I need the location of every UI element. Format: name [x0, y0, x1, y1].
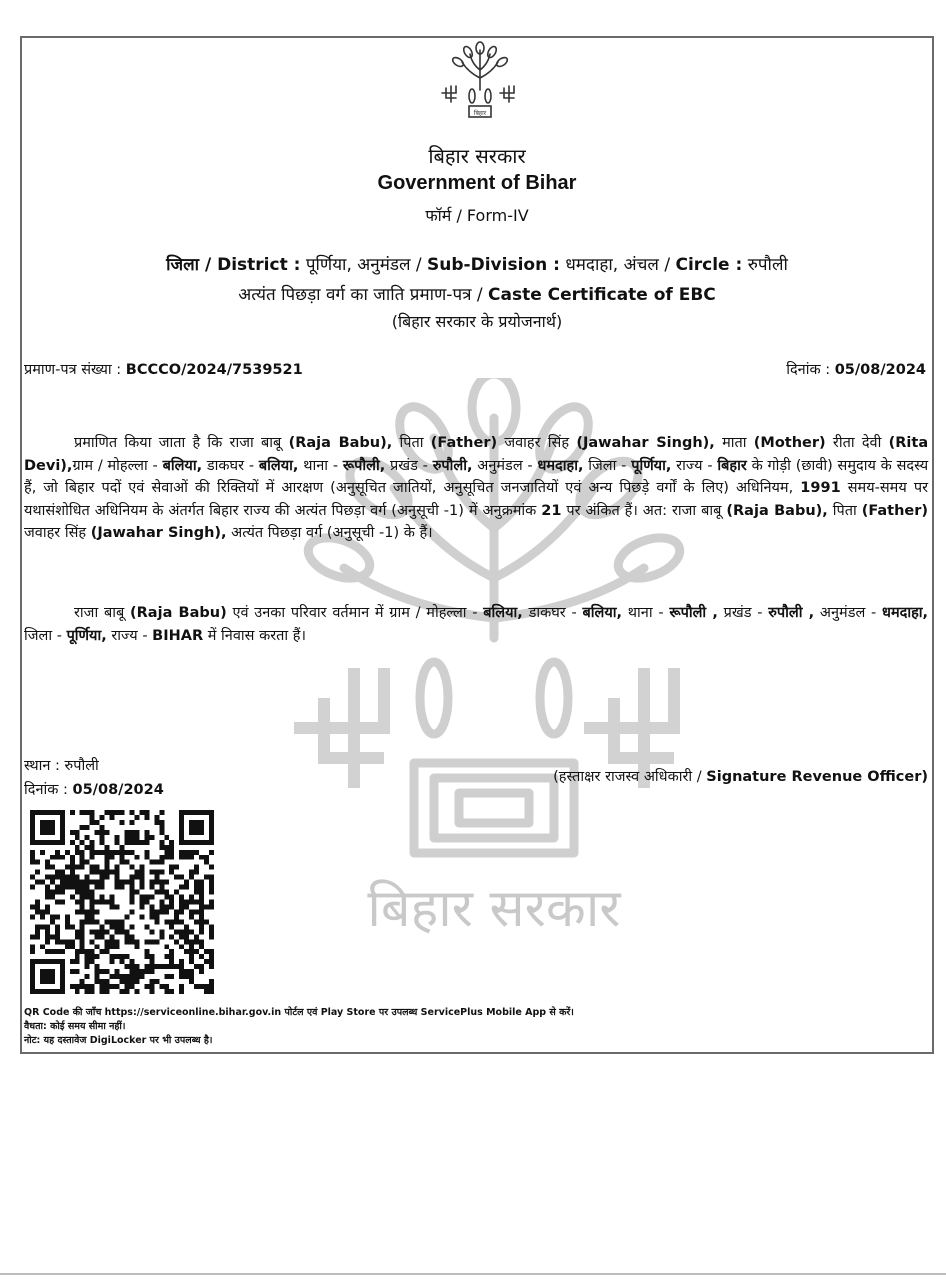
certificate-number-label: प्रमाण-पत्र संख्या :	[24, 362, 122, 378]
p2-text: एवं उनका परिवार वर्तमान में ग्राम / मोहल्ला -	[232, 605, 478, 621]
p1-text: पर अंकित हैं। अत: राजा बाबू	[566, 502, 722, 519]
signature-revenue-officer	[553, 766, 928, 786]
district-value: पूर्णिया,	[305, 255, 352, 275]
p1-mother-en: (Rita Devi),	[24, 435, 929, 474]
p1-text: पिता	[832, 502, 857, 519]
certificate-paragraph-2	[24, 602, 928, 647]
p1-serial: 21	[541, 502, 562, 519]
p2-text: अनुमंडल -	[819, 605, 877, 621]
form-number: फॉर्म / Form-IV	[425, 206, 529, 225]
footer-qr-note: QR Code की जाँच https://serviceonline.bihar.gov.in पोर्टल एवं Play Store पर उपलब्ध ServicePlus Mobile App से करें।	[24, 1007, 574, 1018]
signature-label-english: Signature Revenue Officer)	[706, 769, 928, 785]
p1-state: बिहार	[717, 457, 747, 474]
p2-name-hi: राजा बाबू	[74, 605, 125, 621]
bihar-emblem-logo	[440, 40, 520, 122]
issue-date	[786, 359, 926, 379]
certificate-paragraph-1	[24, 432, 928, 545]
page-bottom-rule	[0, 1273, 946, 1275]
footer-validity: वैधता: कोई समय सीमा नहीं।	[24, 1021, 126, 1032]
p1-text: डाकघर -	[206, 457, 255, 474]
p1-text: अत्यंत पिछड़ा वर्ग (अनुसूची -1) के हैं।	[231, 525, 433, 542]
p1-block: रुपौली,	[432, 457, 473, 474]
p2-text: जिला -	[24, 627, 62, 644]
p1-father-en: (Jawahar Singh),	[90, 525, 227, 542]
p2-state: BIHAR	[152, 627, 204, 644]
district-line	[22, 252, 932, 275]
certificate-frame	[20, 36, 934, 1054]
place-value: रुपौली	[64, 758, 99, 774]
emblem-label: बिहार	[473, 110, 487, 117]
p2-text: डाकघर -	[528, 605, 577, 621]
hindi-government-title: बिहार सरकार	[428, 144, 526, 168]
bottom-date-label: दिनांक :	[24, 782, 68, 798]
p2-village: बलिया,	[483, 605, 523, 621]
p1-subdivision: धमदाहा,	[537, 457, 584, 474]
p1-text: जिला -	[588, 457, 627, 474]
p1-name-en: (Raja Babu),	[726, 502, 828, 519]
p1-text: राज्य -	[676, 457, 713, 474]
subdivision-label-en: Sub-Division :	[427, 255, 560, 275]
circle-label-hi: अंचल /	[623, 255, 671, 275]
p1-name-en: (Raja Babu),	[288, 435, 393, 451]
p1-text: प्रमाणित किया जाता है कि राजा बाबू	[74, 435, 282, 451]
circle-label-en: Circle :	[675, 255, 743, 275]
circle-value: रुपौली	[747, 255, 788, 275]
place-row	[24, 754, 164, 778]
p2-subdivision: धमदाहा,	[882, 605, 929, 621]
english-government-title: Government of Bihar	[377, 172, 577, 194]
p2-text: प्रखंड -	[723, 605, 763, 621]
district-label: जिला / District :	[166, 255, 301, 275]
certificate-title-hindi: अत्यंत पिछड़ा वर्ग का जाति प्रमाण-पत्र /	[238, 285, 483, 305]
p1-text: ग्राम / मोहल्ला -	[72, 457, 158, 474]
p1-father-label: (Father)	[861, 502, 929, 519]
issue-date-label: दिनांक :	[786, 362, 831, 378]
p1-district: पूर्णिया,	[631, 457, 672, 474]
p1-postoffice: बलिया,	[258, 457, 299, 474]
p2-text: राज्य -	[111, 627, 148, 644]
p2-district: पूर्णिया,	[66, 627, 107, 644]
issue-date-value: 05/08/2024	[834, 362, 926, 378]
p1-text: प्रखंड -	[390, 457, 428, 474]
p1-father-label: (Father)	[430, 435, 498, 451]
certificate-title	[22, 282, 932, 305]
place-label: स्थान :	[24, 758, 60, 774]
p1-father-hi: जवाहर सिंह	[24, 525, 87, 542]
p1-village: बलिया,	[162, 457, 203, 474]
p1-text: समय-समय पर यथासंशोधित अधिनियम के अंतर्गत बिहार राज्य की अत्यंत पिछड़ा वर्ग (अनुसूची -1) में अनुक्रमांक	[24, 480, 929, 519]
p1-father-en: (Jawahar Singh),	[576, 435, 715, 451]
p1-text: अनुमंडल -	[477, 457, 533, 474]
qr-code[interactable]	[30, 810, 214, 994]
certificate-title-english: Caste Certificate of EBC	[488, 285, 716, 305]
p1-text: पिता	[399, 435, 424, 451]
p2-block: रुपौली ,	[768, 605, 815, 621]
signature-label-hindi: (हस्ताक्षर राजस्व अधिकारी /	[553, 769, 702, 785]
p1-thana: रूपौली,	[342, 457, 386, 474]
p2-text: थाना -	[627, 605, 664, 621]
bottom-date-row	[24, 778, 164, 802]
p1-mother-label: (Mother)	[753, 435, 826, 451]
certificate-purpose: (बिहार सरकार के प्रयोजनार्थ)	[391, 312, 563, 331]
p1-text: थाना -	[303, 457, 339, 474]
certificate-number-row	[24, 359, 926, 379]
bottom-date-value: 05/08/2024	[72, 782, 164, 798]
subdivision-value: धमदाहा,	[565, 255, 619, 275]
p1-year: 1991	[800, 480, 841, 497]
watermark-text: बिहार सरकार	[367, 879, 621, 938]
p1-father-hi: जवाहर सिंह	[504, 435, 570, 451]
p2-thana: रूपौली ,	[669, 605, 718, 621]
p1-mother-hi: रीता देवी	[832, 435, 882, 451]
p2-name-en: (Raja Babu)	[130, 605, 227, 621]
p1-text: के गोड़ी (छावी) समुदाय के सदस्य हैं, जो बिहार पदों एवं सेवाओं की रिक्तियों में आरक्षण (अनुसूचित जातियों, अनुसूचित जनजातियों एवं अन्य पिछड़े वर्गों के लिए) अधिनियम,	[24, 457, 929, 497]
footer-digilocker-note: नोट: यह दस्तावेज DigiLocker पर भी उपलब्ध है।	[24, 1035, 213, 1046]
place-and-date	[24, 754, 164, 802]
p2-postoffice: बलिया,	[582, 605, 622, 621]
certificate-number-value: BCCCO/2024/7539521	[125, 362, 303, 378]
p2-text: में निवास करता हैं।	[207, 627, 306, 644]
subdivision-label-hi: अनुमंडल /	[357, 255, 422, 275]
p1-text: माता	[722, 435, 747, 451]
